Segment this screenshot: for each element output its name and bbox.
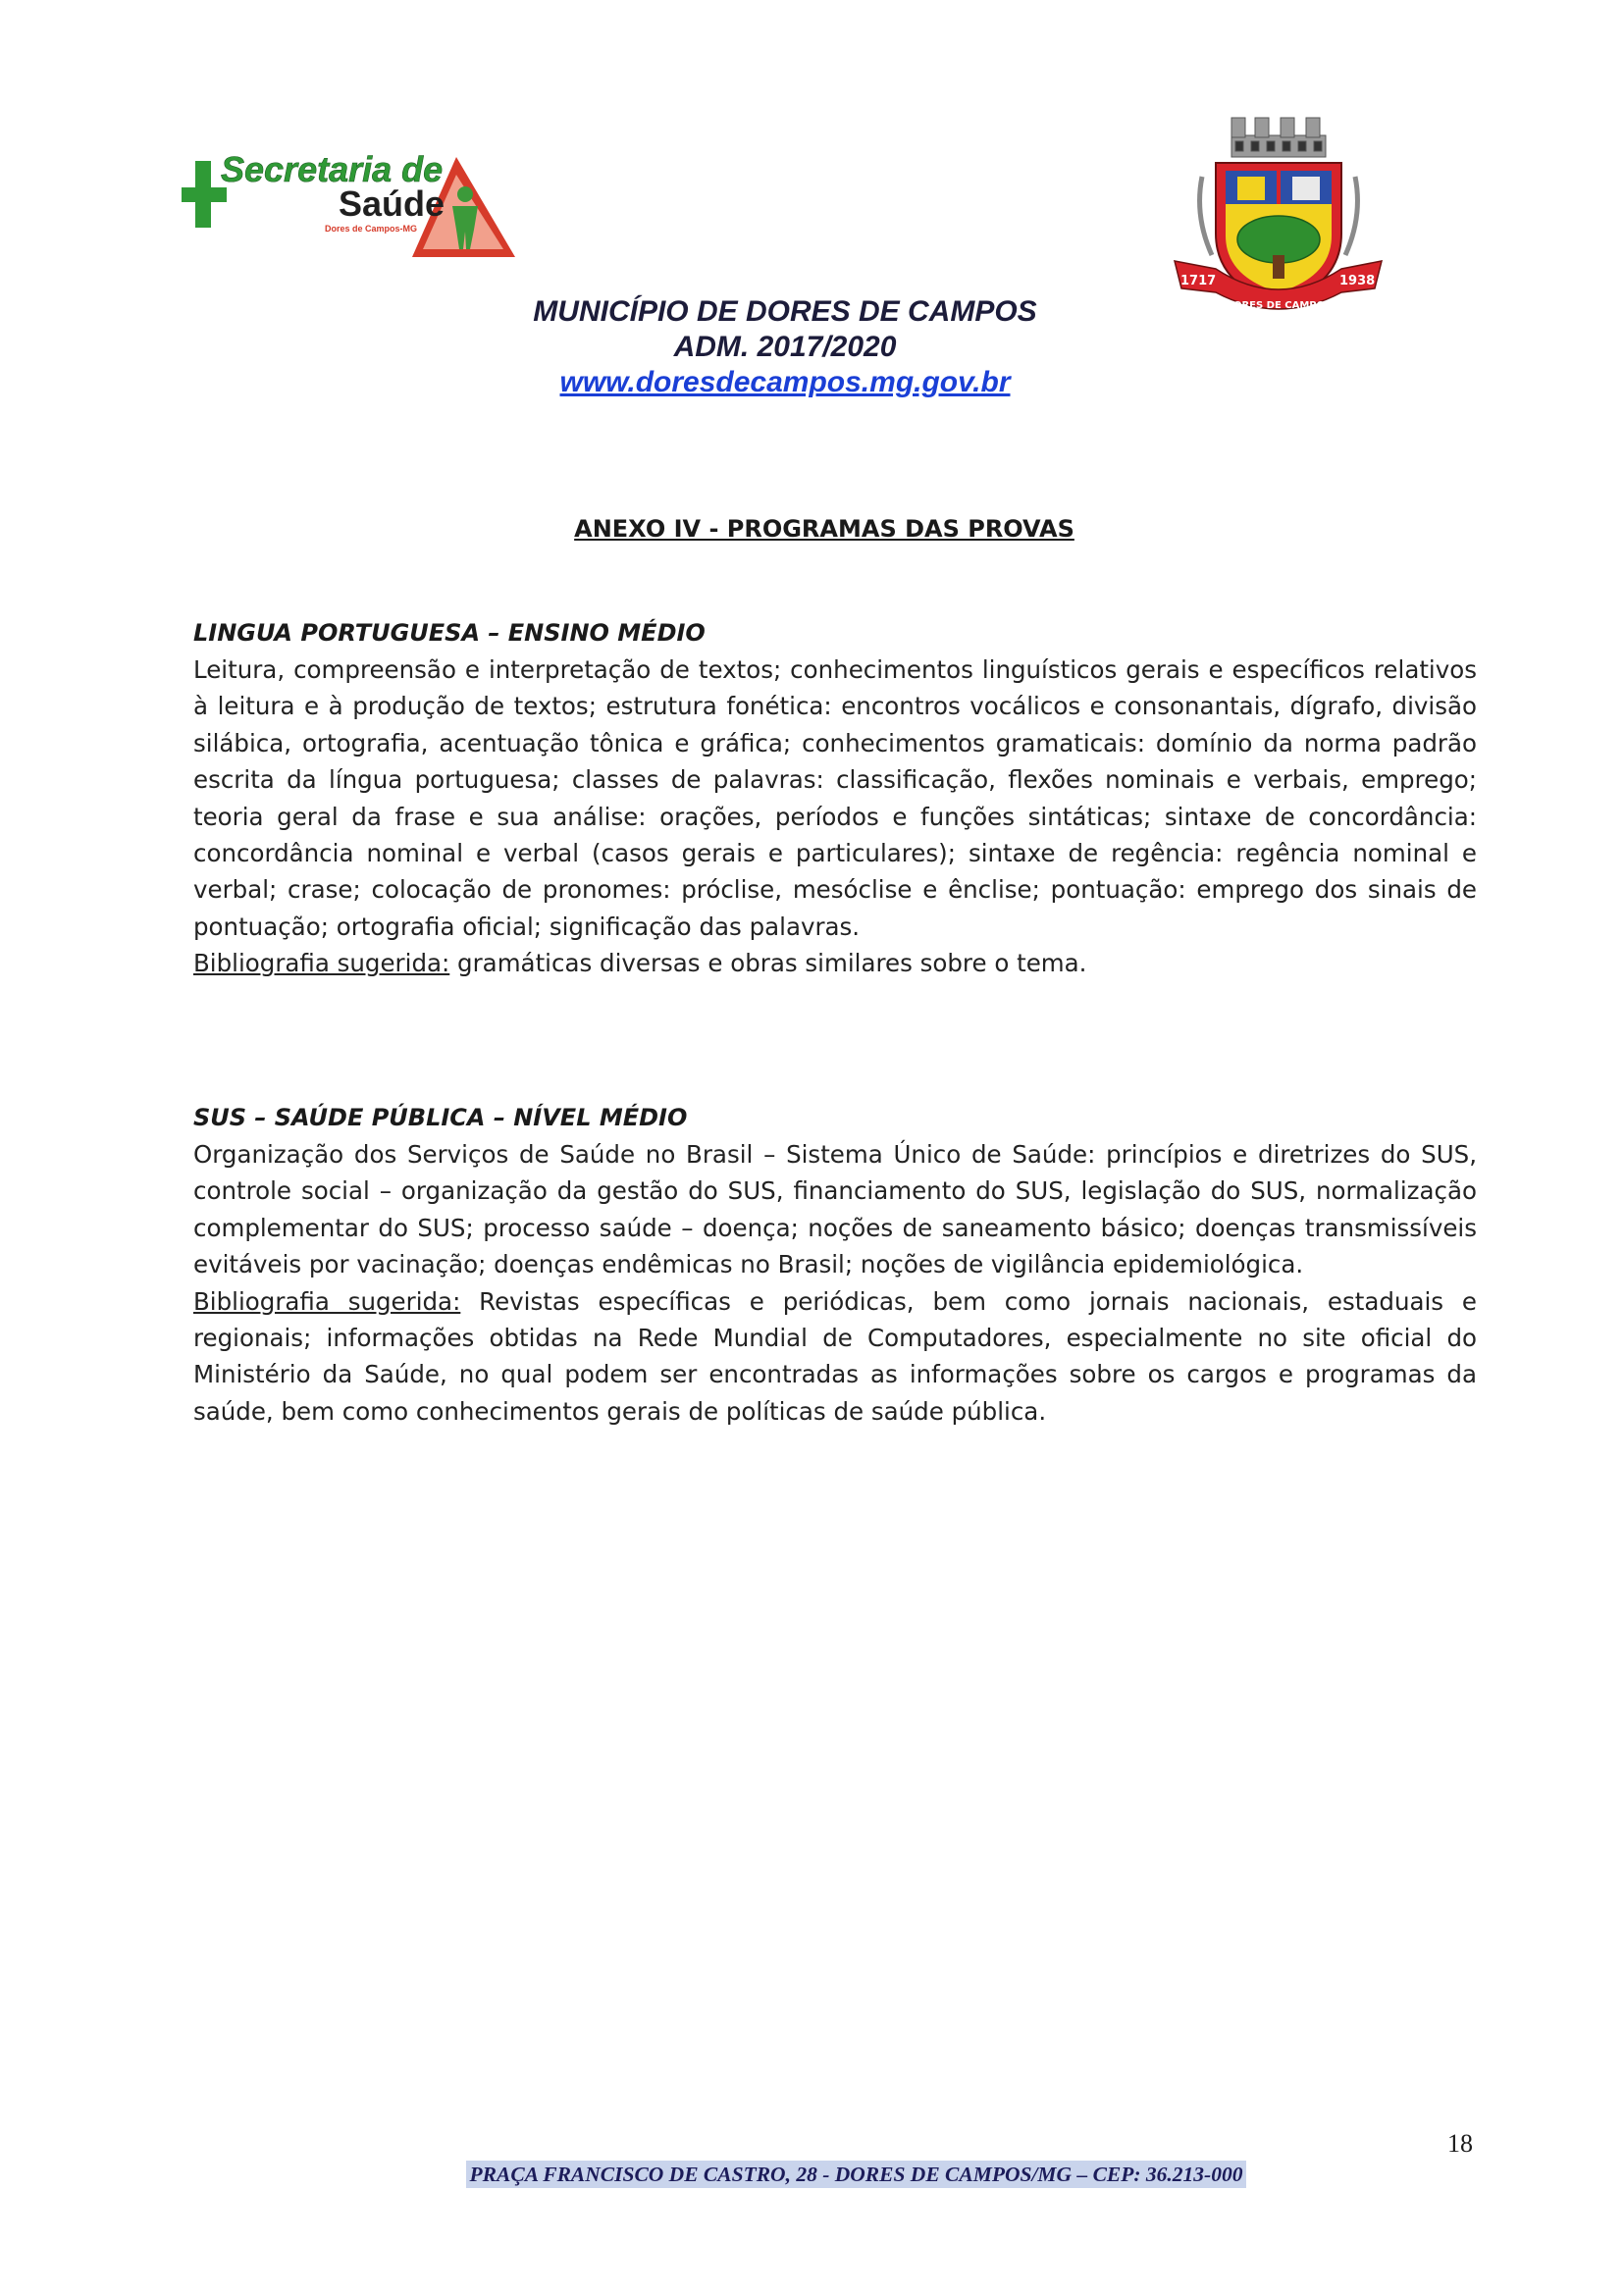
section-body: Leitura, compreensão e interpretação de textos; conhecimentos linguísticos gerais e específicos relativos à leitura e à produção de textos; estrutura fonética: encontros vocálicos e consonantais, dígrafo, divisão silábica, ortografia, acentuação tônica e gráfica; conhecimentos gramaticais: domínio da norma padrão escrita da língua portuguesa; classes de palavras: classificação, flexões nominais e verbais, emprego; teoria geral da frase e sua análise: orações, períodos e funções sintáticas; sintaxe de concordância: concordância nominal e verbal (casos gerais e particulares); sintaxe de regência: regência nominal e verbal; crase; colocação de pronomes: próclise, mesóclise e ênclise; pontuação: emprego dos sinais de pontuação; ortografia oficial; significação das palavras.: [193, 655, 1477, 941]
website-link[interactable]: www.doresdecampos.mg.gov.br: [559, 366, 1011, 398]
administration-period: ADM. 2017/2020: [673, 331, 897, 363]
section-body: Organização dos Serviços de Saúde no Brasil – Sistema Único de Saúde: princípios e diretrizes do SUS, controle social – organização da gestão do SUS, financiamento do SUS, legislação do SUS, normalização complementar do SUS; processo saúde – doença; noções de saneamento básico; doenças transmissíveis evitáveis por vacinação; doenças endêmicas no Brasil; noções de vigilância epidemiológica.: [193, 1140, 1477, 1279]
logo-title-line2: Saúde: [339, 183, 445, 224]
crest-year-right: 1938: [1339, 274, 1376, 288]
municipality-title: MUNICÍPIO DE DORES DE CAMPOS: [533, 295, 1037, 328]
logo-subtitle: Dores de Campos-MG: [325, 224, 418, 234]
crest-crown: [1231, 118, 1326, 157]
footer-address-text: PRAÇA FRANCISCO DE CASTRO, 28 - DORES DE CAMPOS/MG – CEP: 36.213-000: [466, 2161, 1247, 2188]
crest-banner: DORES DE CAMPOS: [1225, 300, 1333, 311]
footer-address: [0, 2163, 1624, 2187]
bibliography-label: Bibliografia sugerida:: [193, 949, 450, 978]
section-sus: [193, 1100, 1477, 1430]
crest-tree-trunk: [1273, 255, 1284, 279]
municipal-crest: [1173, 108, 1384, 324]
logo-cross-horizontal: [182, 187, 227, 202]
bibliography-text: gramáticas diversas e obras similares sobre o tema.: [449, 949, 1087, 978]
page-number: 18: [1447, 2129, 1473, 2158]
section-heading: LINGUA PORTUGUESA – ENSINO MÉDIO: [193, 619, 706, 647]
annex-title: ANEXO IV - PROGRAMAS DAS PROVAS: [574, 515, 1074, 543]
secretaria-saude-logo: [182, 147, 525, 257]
logo-title-line1: Secretaria de: [221, 149, 444, 189]
bibliography-label: Bibliografia sugerida:: [193, 1286, 461, 1316]
section-bibliography: [193, 1283, 1477, 1431]
section-heading: SUS – SAÚDE PÚBLICA – NÍVEL MÉDIO: [193, 1104, 688, 1131]
section-bibliography: [193, 945, 1477, 981]
bibliography-text: Revistas específicas e periódicas, bem como jornais nacionais, estaduais e regionais; informações obtidas na Rede Mundial de Computadores, especialmente no site oficial do Ministério da Saúde, no qual podem ser encontradas as informações sobre os cargos e programas da saúde, bem como conhecimentos gerais de políticas de saúde pública.: [193, 1286, 1477, 1426]
crest-year-left: 1717: [1180, 274, 1217, 288]
letterhead: [0, 294, 1570, 400]
section-portuguese: [193, 615, 1477, 982]
logo-figure-head: [457, 186, 473, 202]
